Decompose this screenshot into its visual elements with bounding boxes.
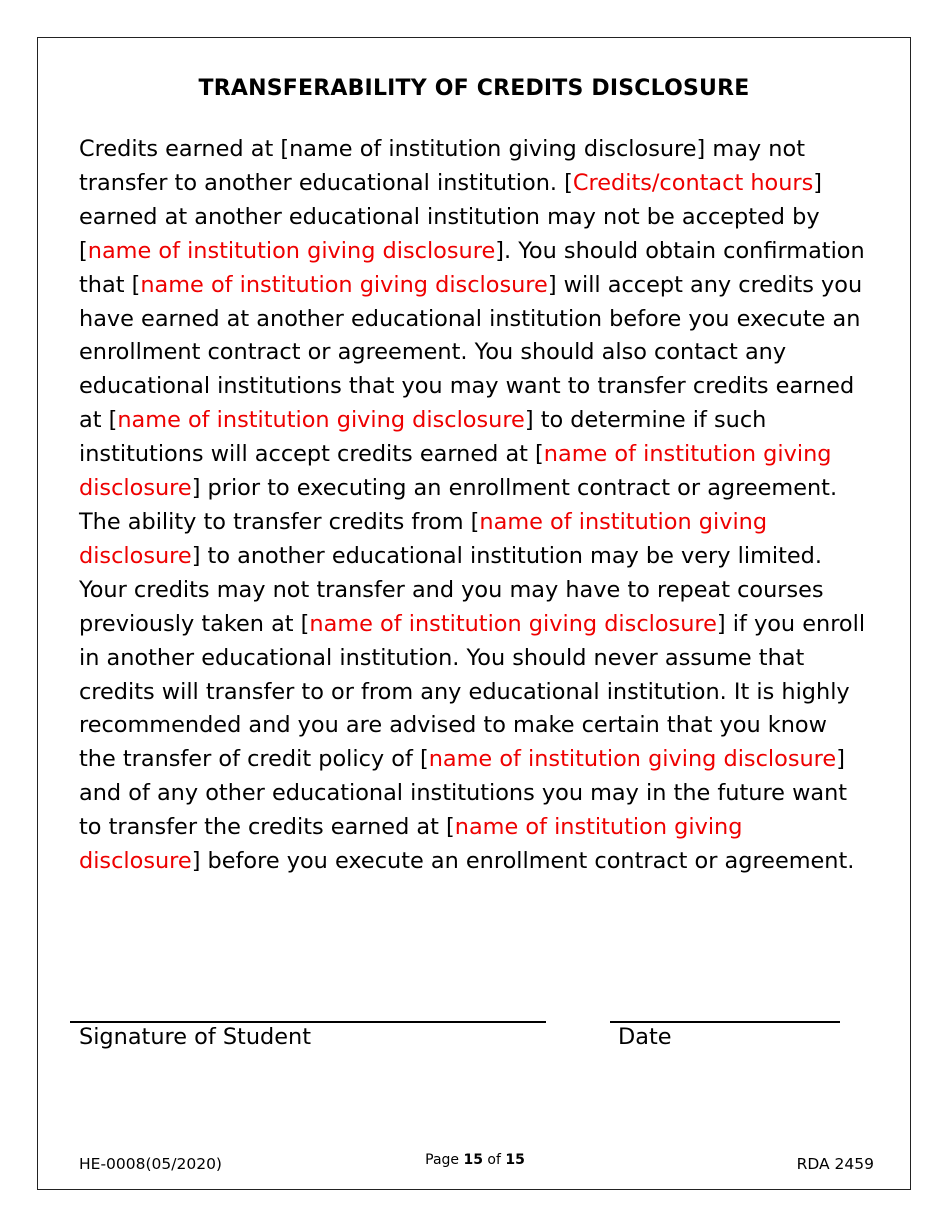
page-prefix: Page: [425, 1152, 460, 1168]
body-segment: ] before you execute an enrollment contract or agreement.: [191, 848, 855, 875]
date-signature-line[interactable]: [610, 1021, 840, 1023]
body-segment: ] earned at another educational institution may not be accepted by [: [79, 169, 823, 264]
body-segment: ] if you enroll in another educational institution. You should never assume that credits will transfer to or from any educational institution. It is highly recommended and you are advised to make certain that you know the transfer of credit policy of [: [79, 610, 866, 773]
page-current: 15: [463, 1152, 483, 1168]
disclosure-body: [79, 133, 869, 879]
placeholder-text: name of institution giving disclosure: [309, 610, 717, 637]
document-title: TRANSFERABILITY OF CREDITS DISCLOSURE: [198, 76, 750, 101]
page-of: of: [487, 1152, 501, 1168]
body-segment: ] to another educational institution may be very limited. Your credits may not transfer and you may have to repeat courses previously taken at [: [79, 542, 824, 637]
placeholder-text: name of institution giving disclosure: [79, 441, 832, 502]
placeholder-text: name of institution giving disclosure: [428, 746, 837, 773]
page-total: 15: [505, 1152, 525, 1168]
body-segment: Credits earned at [name of institution giving disclosure] may not transfer to another educational institution. [: [79, 136, 805, 196]
form-id: HE-0008(05/2020): [79, 1155, 222, 1173]
placeholder-text: Credits/contact hours: [572, 169, 814, 196]
placeholder-text: name of institution giving disclosure: [140, 271, 548, 298]
student-signature-line[interactable]: [70, 1021, 546, 1023]
body-segment: ]. You should obtain confirmation that [: [79, 237, 865, 298]
placeholder-text: name of institution giving disclosure: [79, 814, 743, 875]
body-segment: ] to determine if such institutions will accept credits earned at [: [79, 407, 767, 468]
body-segment: ] prior to executing an enrollment contract or agreement. The ability to transfer credits from [: [79, 475, 838, 535]
signature-label: Signature of Student: [79, 1024, 311, 1050]
date-label: Date: [618, 1024, 672, 1050]
body-segment: ] and of any other educational institutions you may in the future want to transfer the credits earned at [: [79, 746, 848, 841]
placeholder-text: name of institution giving disclosure: [117, 407, 525, 434]
placeholder-text: name of institution giving disclosure: [87, 237, 496, 264]
body-segment: ] will accept any credits you have earned at another educational institution before you execute an enrollment contract or agreement. You should also contact any educational institutions that you may want to transfer credits earned at [: [79, 271, 863, 434]
placeholder-text: name of institution giving disclosure: [79, 508, 768, 569]
rda-code: RDA 2459: [796, 1155, 874, 1173]
